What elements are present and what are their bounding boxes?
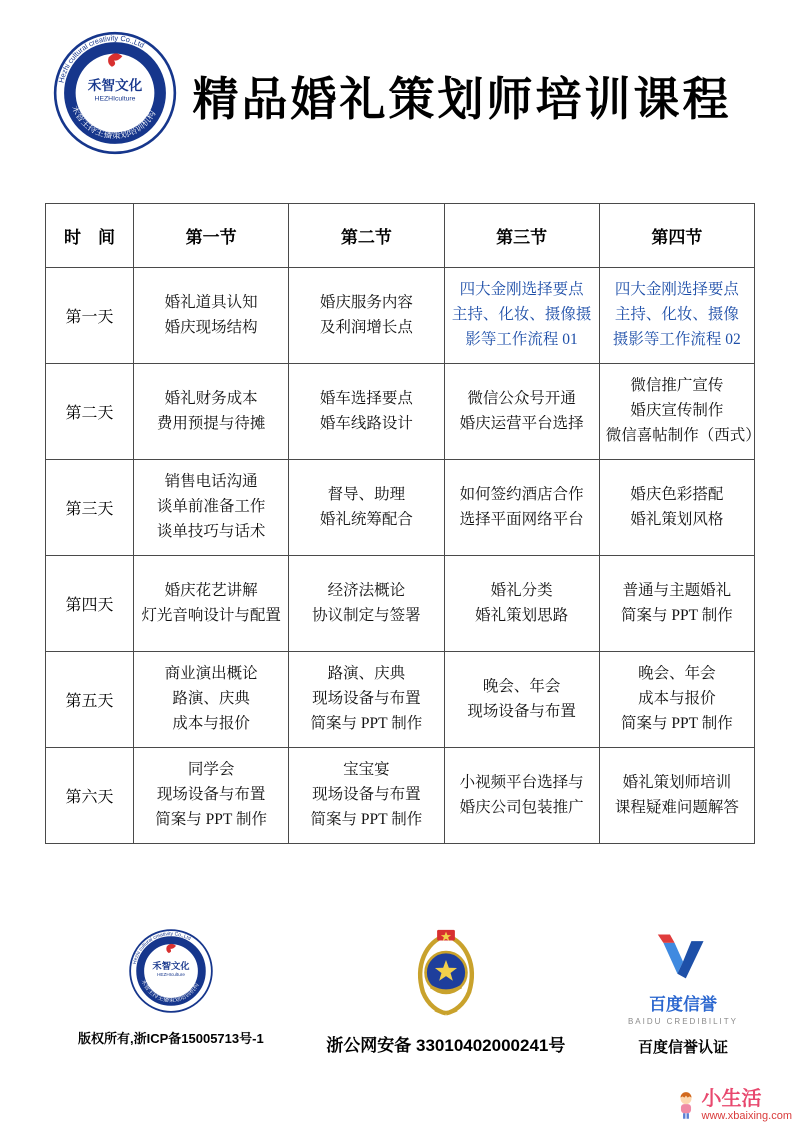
page-title: 精品婚礼策划师培训课程: [192, 73, 732, 125]
course-cell: 小视频平台选择与 婚庆公司包装推广: [444, 748, 599, 844]
course-cell: 微信推广宣传 婚庆宣传制作 微信喜帖制作（西式）: [599, 364, 754, 460]
logo-name-en: HEZHIculture: [156, 972, 185, 978]
table-row: [46, 748, 755, 844]
baidu-credibility-icon: [655, 928, 711, 984]
course-cell: 婚庆服务内容 及利润增长点: [289, 268, 444, 364]
course-cell: 微信公众号开通 婚庆运营平台选择: [444, 364, 599, 460]
course-cell: 四大金刚选择要点 主持、化妆、摄像摄 影等工作流程 01: [444, 268, 599, 364]
site-watermark: [675, 1088, 792, 1122]
column-header: 第一节: [134, 204, 289, 268]
column-header: 第三节: [444, 204, 599, 268]
baidu-name-en: BAIDU CREDIBILITY: [627, 1017, 738, 1026]
footer: [0, 928, 800, 1057]
police-badge-icon: [406, 928, 486, 1017]
course-cell: 普通与主题婚礼 简案与 PPT 制作: [599, 556, 754, 652]
baidu-cert-text: 百度信誉认证: [637, 1039, 728, 1056]
icp-copyright-text: 版权所有,浙ICP备15005713号-1: [78, 1031, 264, 1046]
table-row: [46, 652, 755, 748]
table-row: [46, 364, 755, 460]
watermark-site-name: 小生活: [701, 1087, 762, 1110]
course-cell: 同学会 现场设备与布置 简案与 PPT 制作: [134, 748, 289, 844]
course-cell: 四大金刚选择要点 主持、化妆、摄像 摄影等工作流程 02: [599, 268, 754, 364]
hezhi-logo-small-icon: [128, 928, 214, 1014]
column-header: 第二节: [289, 204, 444, 268]
watermark-text: [702, 1088, 792, 1122]
logo-name-cn: 禾智文化: [152, 960, 190, 971]
day-cell: 第四天: [46, 556, 134, 652]
day-cell: 第五天: [46, 652, 134, 748]
column-header: 时 间: [46, 204, 134, 268]
logo-arc-text-bottom: 禾智主持主播策划培训机构: [70, 103, 158, 141]
logo-arc-text-top: Hezhi cultural creativity Co.,Ltd: [131, 931, 192, 965]
day-cell: 第二天: [46, 364, 134, 460]
header: [0, 0, 800, 161]
course-cell: 经济法概论 协议制定与签署: [289, 556, 444, 652]
course-cell: 婚礼道具认知 婚庆现场结构: [134, 268, 289, 364]
footer-baidu-block: [628, 928, 738, 1057]
course-cell: 婚庆花艺讲解 灯光音响设计与配置: [134, 556, 289, 652]
logo-arc-text-top: Hezhi cultural creativity Co.,Ltd: [56, 33, 146, 84]
course-cell: 晚会、年会 成本与报价 简案与 PPT 制作: [599, 652, 754, 748]
watermark-url: www.xbaixing.com: [701, 1109, 792, 1122]
table-row: [46, 556, 755, 652]
course-cell: 路演、庆典 现场设备与布置 简案与 PPT 制作: [289, 652, 444, 748]
logo-name-en: HEZHIculture: [94, 95, 136, 103]
course-cell: 婚礼财务成本 费用预提与待摊: [134, 364, 289, 460]
course-cell: 婚礼分类 婚礼策划思路: [444, 556, 599, 652]
mascot-icon: [675, 1090, 697, 1120]
table-row: [46, 268, 755, 364]
hezhi-logo-icon: [52, 30, 178, 156]
table-row: [46, 460, 755, 556]
column-header: 第四节: [599, 204, 754, 268]
course-cell: 督导、助理 婚礼统筹配合: [289, 460, 444, 556]
day-cell: 第三天: [46, 460, 134, 556]
course-cell: 销售电话沟通 谈单前准备工作 谈单技巧与话术: [134, 460, 289, 556]
course-cell: 婚庆色彩搭配 婚礼策划风格: [599, 460, 754, 556]
course-cell: 晚会、年会 现场设备与布置: [444, 652, 599, 748]
day-cell: 第一天: [46, 268, 134, 364]
course-cell: 宝宝宴 现场设备与布置 简案与 PPT 制作: [289, 748, 444, 844]
police-record-text: 浙公网安备 33010402000241号: [326, 1036, 566, 1055]
footer-copyright-block: [78, 928, 264, 1047]
course-cell: 婚礼策划师培训 课程疑难问题解答: [599, 748, 754, 844]
footer-police-block: [326, 928, 565, 1056]
hezhi-logo: [52, 30, 178, 161]
baidu-name-cn: 百度信誉: [648, 995, 717, 1014]
logo-arc-text-bottom: 禾智主持主播策划培训机构: [139, 978, 201, 1004]
course-cell: 商业演出概论 路演、庆典 成本与报价: [134, 652, 289, 748]
course-cell: 婚车选择要点 婚车线路设计: [289, 364, 444, 460]
day-cell: 第六天: [46, 748, 134, 844]
course-table: [45, 203, 761, 844]
logo-name-cn: 禾智文化: [87, 77, 143, 93]
course-cell: 如何签约酒店合作 选择平面网络平台: [444, 460, 599, 556]
